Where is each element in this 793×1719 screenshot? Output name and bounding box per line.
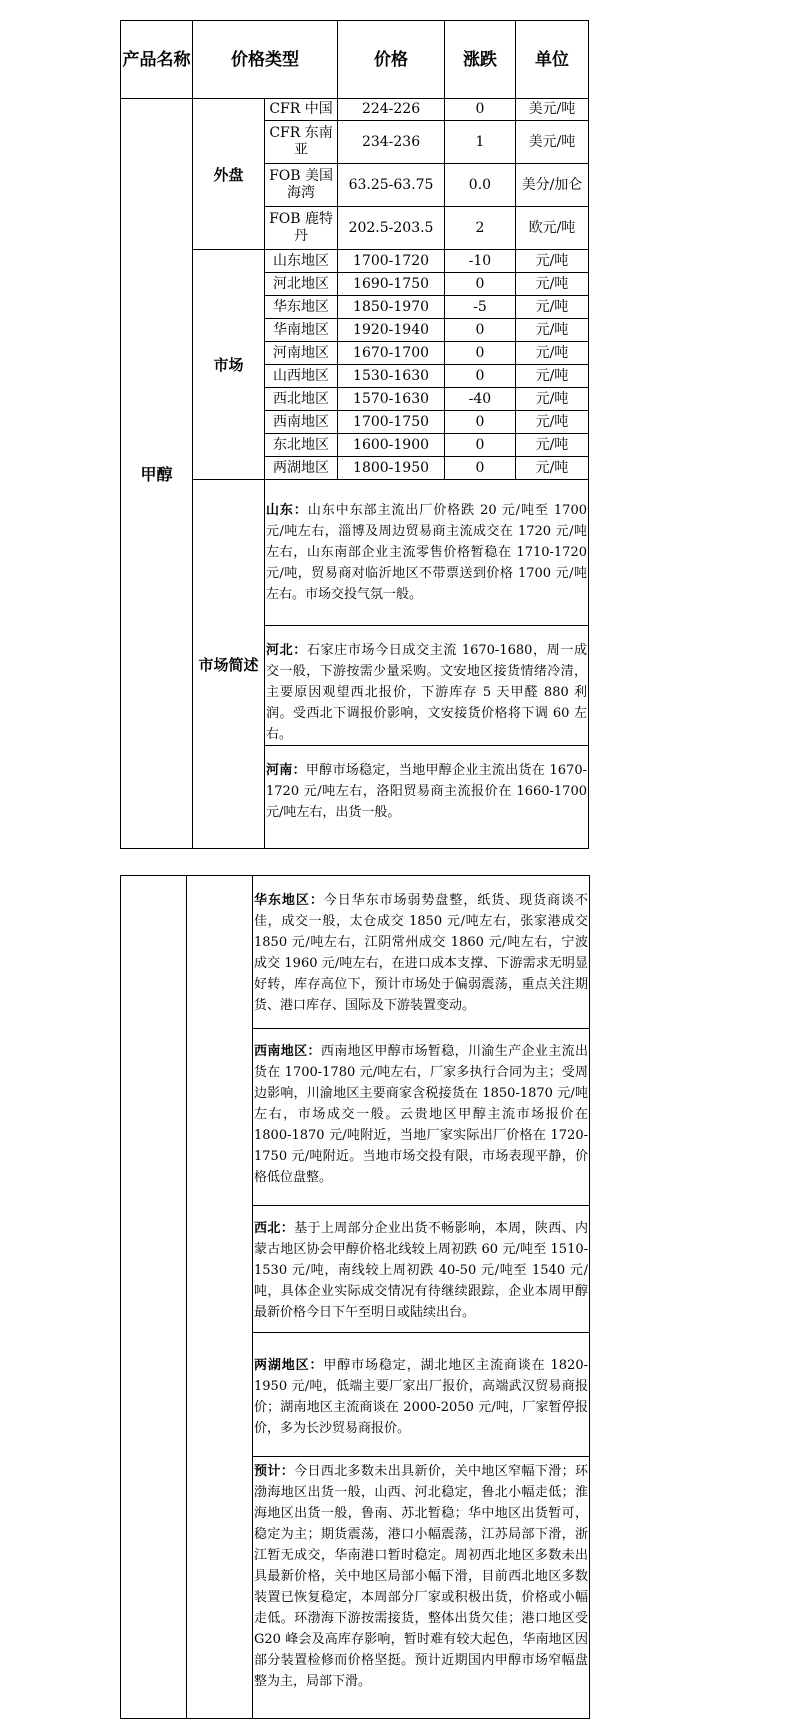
row-unit: 元/吨 (515, 434, 588, 457)
summary-table-continued (120, 875, 590, 1719)
row-change: 0 (444, 411, 515, 434)
product-label: 甲醇 (121, 99, 193, 849)
header-unit: 单位 (515, 21, 588, 99)
note-title: 西北： (254, 1221, 295, 1236)
row-change: 0 (444, 99, 515, 121)
row-name: 两湖地区 (265, 457, 338, 480)
note-text: 基于上周部分企业出货不畅影响，本周，陕西、内蒙古地区协会甲醇价格北线较上周初跌 60 元/吨至 1510-1530 元/吨，南线较上周初跌 40-50 元/吨至 1540 元/吨，具体企业实际成交情况有待继续跟踪，企业本周甲醇最新价格今日下午至明日或陆续出台。 (254, 1221, 588, 1320)
row-price: 1670-1700 (338, 342, 445, 365)
note-title: 河南： (266, 763, 306, 778)
note-title: 河北： (266, 643, 307, 658)
summary-label: 市场简述 (193, 480, 265, 849)
header-price-type: 价格类型 (193, 21, 338, 99)
row-change: 1 (444, 121, 515, 164)
price-table (120, 20, 589, 849)
note-forecast (253, 1457, 590, 1719)
row-unit: 元/吨 (515, 365, 588, 388)
row-name: 山东地区 (265, 250, 338, 273)
row-unit: 元/吨 (515, 457, 588, 480)
note-xinan (253, 1029, 590, 1206)
row-change: 0 (444, 434, 515, 457)
row-change: -40 (444, 388, 515, 411)
row-unit: 美分/加仑 (515, 164, 588, 207)
note-title: 预计： (254, 1464, 295, 1479)
row-price: 1690-1750 (338, 273, 445, 296)
row-price: 1920-1940 (338, 319, 445, 342)
row-price: 1600-1900 (338, 434, 445, 457)
row-unit: 元/吨 (515, 273, 588, 296)
row-price: 234-236 (338, 121, 445, 164)
row-name: 西南地区 (265, 411, 338, 434)
header-change: 涨跌 (444, 21, 515, 99)
header-row (121, 21, 589, 99)
row-name: 西北地区 (265, 388, 338, 411)
row-unit: 元/吨 (515, 342, 588, 365)
row-unit: 元/吨 (515, 411, 588, 434)
note-text: 今日西北多数未出具新价，关中地区窄幅下滑；环渤海地区出货一般，山西、河北稳定，鲁北小幅走低；淮海地区出货一般，鲁南、苏北暂稳；华中地区出货暂可，稳定为主；期货震荡，港口小幅震荡，江苏局部下滑，浙江暂无成交，华南港口暂时稳定。周初西北地区多数未出具最新价格，关中地区局部小幅下滑，目前西北地区多数装置已恢复稳定，本周部分厂家或积极出货，价格或小幅走低。环渤海下游按需接货，整体出货欠佳；港口地区受 G20 峰会及高库存影响，暂时难有较大起色，华南地区因部分装置检修而价格坚挺。预计近期国内甲醇市场窄幅盘整为主，局部下滑。 (254, 1464, 588, 1689)
note-row (121, 876, 590, 1029)
row-change: 2 (444, 207, 515, 250)
note-title: 西南地区： (254, 1044, 321, 1059)
row-price: 1530-1630 (338, 365, 445, 388)
row-unit: 元/吨 (515, 296, 588, 319)
row-unit: 美元/吨 (515, 121, 588, 164)
row-change: -5 (444, 296, 515, 319)
row-name: 河北地区 (265, 273, 338, 296)
row-change: 0.0 (444, 164, 515, 207)
row-name: 山西地区 (265, 365, 338, 388)
note-text: 甲醇市场稳定，当地甲醇企业主流出货在 1670-1720 元/吨左右，洛阳贸易商主流报价在 1660-1700 元/吨左右，出货一般。 (266, 763, 587, 820)
row-price: 1850-1970 (338, 296, 445, 319)
row-change: 0 (444, 457, 515, 480)
row-name: FOB 美国海湾 (265, 164, 338, 207)
row-price: 202.5-203.5 (338, 207, 445, 250)
row-unit: 美元/吨 (515, 99, 588, 121)
row-unit: 欧元/吨 (515, 207, 588, 250)
note-huadong (253, 876, 590, 1029)
row-change: 0 (444, 342, 515, 365)
row-price: 1800-1950 (338, 457, 445, 480)
row-unit: 元/吨 (515, 319, 588, 342)
note-title: 华东地区： (254, 893, 324, 908)
row-name: 东北地区 (265, 434, 338, 457)
row-name: 华南地区 (265, 319, 338, 342)
row-name: CFR 中国 (265, 99, 338, 121)
header-product-name: 产品名称 (121, 21, 193, 99)
note-text: 石家庄市场今日成交主流 1670-1680，周一成交一般，下游按需少量采购。文安地区接货情绪冷清，主要原因观望西北报价，下游库存 5 天甲醛 880 利润。受西北下调报价影响，文安接货价格将下调 60 左右。 (266, 643, 587, 742)
blank-type-cell (187, 876, 253, 1719)
note-text: 甲醇市场稳定，湖北地区主流商谈在 1820-1950 元/吨，低端主要厂家出厂报价，高端武汉贸易商报价；湖南地区主流商谈在 2000-2050 元/吨，厂家暂停报价，多为长沙贸易商报价。 (254, 1358, 588, 1436)
row-name: CFR 东南亚 (265, 121, 338, 164)
note-title: 山东： (266, 503, 308, 518)
note-text: 今日华东市场弱势盘整，纸货、现货商谈不佳，成交一般，太仓成交 1850 元/吨左右，张家港成交 1850 元/吨左右，江阴常州成交 1860 元/吨左右，宁波成交 1960 元/吨左右，在进口成本支撑、下游需求无明显好转，库存高位下，预计市场处于偏弱震荡，重点关注期货、港口库存、国际及下游装置变动。 (254, 893, 588, 1013)
market-label: 市场 (193, 250, 265, 480)
row-price: 1700-1720 (338, 250, 445, 273)
note-title: 两湖地区： (254, 1358, 324, 1373)
note-shandong (265, 480, 589, 626)
note-lianghu (253, 1333, 590, 1457)
note-text: 山东中东部主流出厂价格跌 20 元/吨至 1700 元/吨左右，淄博及周边贸易商主流成交在 1720 元/吨左右，山东南部企业主流零售价格暂稳在 1710-1720 元/吨，贸易商对临沂地区不带票送到价格 1700 元/吨左右。市场交投气氛一般。 (266, 503, 587, 602)
note-henan (265, 746, 589, 849)
row-change: 0 (444, 273, 515, 296)
row-unit: 元/吨 (515, 250, 588, 273)
external-label: 外盘 (193, 99, 265, 250)
note-text: 西南地区甲醇市场暂稳，川渝生产企业主流出货在 1700-1780 元/吨左右，厂家多执行合同为主；受周边影响，川渝地区主要商家含税接货在 1850-1870 元/吨左右，市场成交一般。云贵地区甲醇主流市场报价在 1800-1870 元/吨附近，当地厂家实际出厂价格在 1720-1750 元/吨附近。当地市场交投有限，市场表现平静，价格低位盘整。 (254, 1044, 588, 1185)
note-xibei (253, 1206, 590, 1333)
row-change: 0 (444, 365, 515, 388)
table-row (121, 99, 589, 121)
header-price: 价格 (338, 21, 445, 99)
row-change: -10 (444, 250, 515, 273)
row-price: 1700-1750 (338, 411, 445, 434)
row-price: 1570-1630 (338, 388, 445, 411)
row-price: 63.25-63.75 (338, 164, 445, 207)
row-unit: 元/吨 (515, 388, 588, 411)
row-name: 河南地区 (265, 342, 338, 365)
row-name: FOB 鹿特丹 (265, 207, 338, 250)
note-hebei (265, 626, 589, 746)
row-change: 0 (444, 319, 515, 342)
row-price: 224-226 (338, 99, 445, 121)
blank-product-cell (121, 876, 187, 1719)
row-name: 华东地区 (265, 296, 338, 319)
